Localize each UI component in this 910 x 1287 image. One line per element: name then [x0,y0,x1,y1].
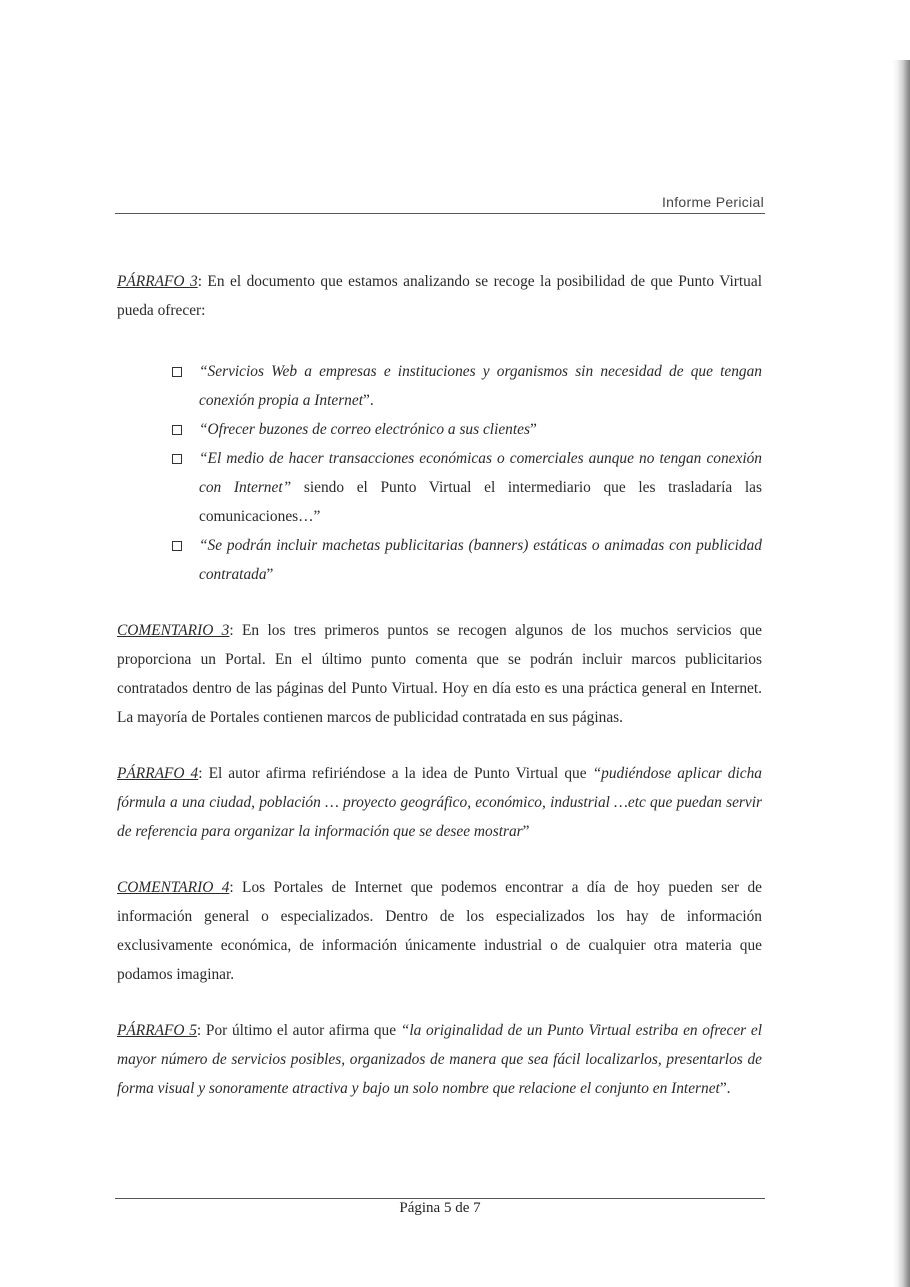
bullet-quote: “Se podrán incluir machetas publicitarias (banners) estáticas o animadas con publicidad contratada [199,537,762,583]
bullet-quote: “El medio de hacer transacciones económicas o comerciales aunque no tengan conexión con Internet” [199,450,762,496]
parrafo-5-text: : Por último el autor afirma que [196,1022,401,1039]
parrafo-4-tail: ” [522,823,530,840]
parrafo-3-text: : En el documento que estamos analizando se recoge la posibilidad de que Punto Virtual pueda ofrecer: [117,273,762,319]
comentario-3 [117,616,762,732]
bullet-tail: siendo el Punto Virtual el intermediario que les trasladaría las comunicaciones…” [199,479,762,525]
square-bullet-icon [172,541,182,551]
parrafo-4 [117,759,762,846]
parrafo-4-label: PÁRRAFO 4 [117,765,199,782]
page-number: Página 5 de 7 [399,1200,481,1216]
document-body [117,267,762,1103]
bullet-tail: ”. [362,392,374,409]
bullet-quote: “Ofrecer buzones de correo electrónico a sus clientes [199,421,530,438]
square-bullet-icon [172,367,182,377]
comentario-4 [117,873,762,989]
comentario-3-text: : En los tres primeros puntos se recogen algunos de los muchos servicios que proporciona un Portal. En el último punto comenta que se podrán incluir marcos publicitarios contratados dentro de las páginas del Punto Virtual. Hoy en día esto es una práctica general en Internet. La mayoría de Portales contienen marcos de publicidad contratada en sus páginas. [117,622,763,726]
list-item [199,531,762,589]
list-item [199,444,762,531]
parrafo-5-label: PÁRRAFO 5 [117,1022,197,1039]
square-bullet-icon [172,454,182,464]
parrafo-3-label: PÁRRAFO 3 [117,273,198,290]
parrafo-5-tail: ”. [719,1080,731,1097]
bullet-tail: ” [529,421,537,438]
parrafo-5-quote: “la originalidad de un Punto Virtual estriba en ofrecer el mayor número de servicios posibles, organizados de manera que sea fácil localizarlos, presentarlos de forma visual y sonoramente atractiva y bajo un solo nombre que relacione el conjunto en Internet [117,1022,762,1097]
bullet-tail: ” [266,566,274,583]
bullet-quote: “Servicios Web a empresas e instituciones y organismos sin necesidad de que tengan conexión propia a Internet [199,363,762,409]
list-item [199,415,762,444]
scan-edge-shadow [892,60,910,1287]
square-bullet-icon [172,425,182,435]
comentario-3-label: COMENTARIO 3 [117,622,230,639]
footer-rule [115,1198,765,1199]
parrafo-3 [117,267,762,325]
header-title: Informe Pericial [661,194,764,210]
comentario-4-text: : Los Portales de Internet que podemos encontrar a día de hoy pueden ser de información general o especializados. Dentro de los especializados los hay de información exclusivamente económica, de información únicamente industrial o de cualquier otra materia que podamos imaginar. [117,879,762,983]
list-item [199,357,762,415]
parrafo-4-text: : El autor afirma refiriéndose a la idea de Punto Virtual que [198,765,593,782]
comentario-4-label: COMENTARIO 4 [117,879,230,896]
parrafo-4-quote: “pudiéndose aplicar dicha fórmula a una ciudad, población … proyecto geográfico, económico, industrial …etc que puedan servir de referencia para organizar la información que se desee mostrar [117,765,762,840]
parrafo-5 [117,1016,762,1103]
quoted-services-list [117,357,762,589]
header-rule [115,213,765,214]
